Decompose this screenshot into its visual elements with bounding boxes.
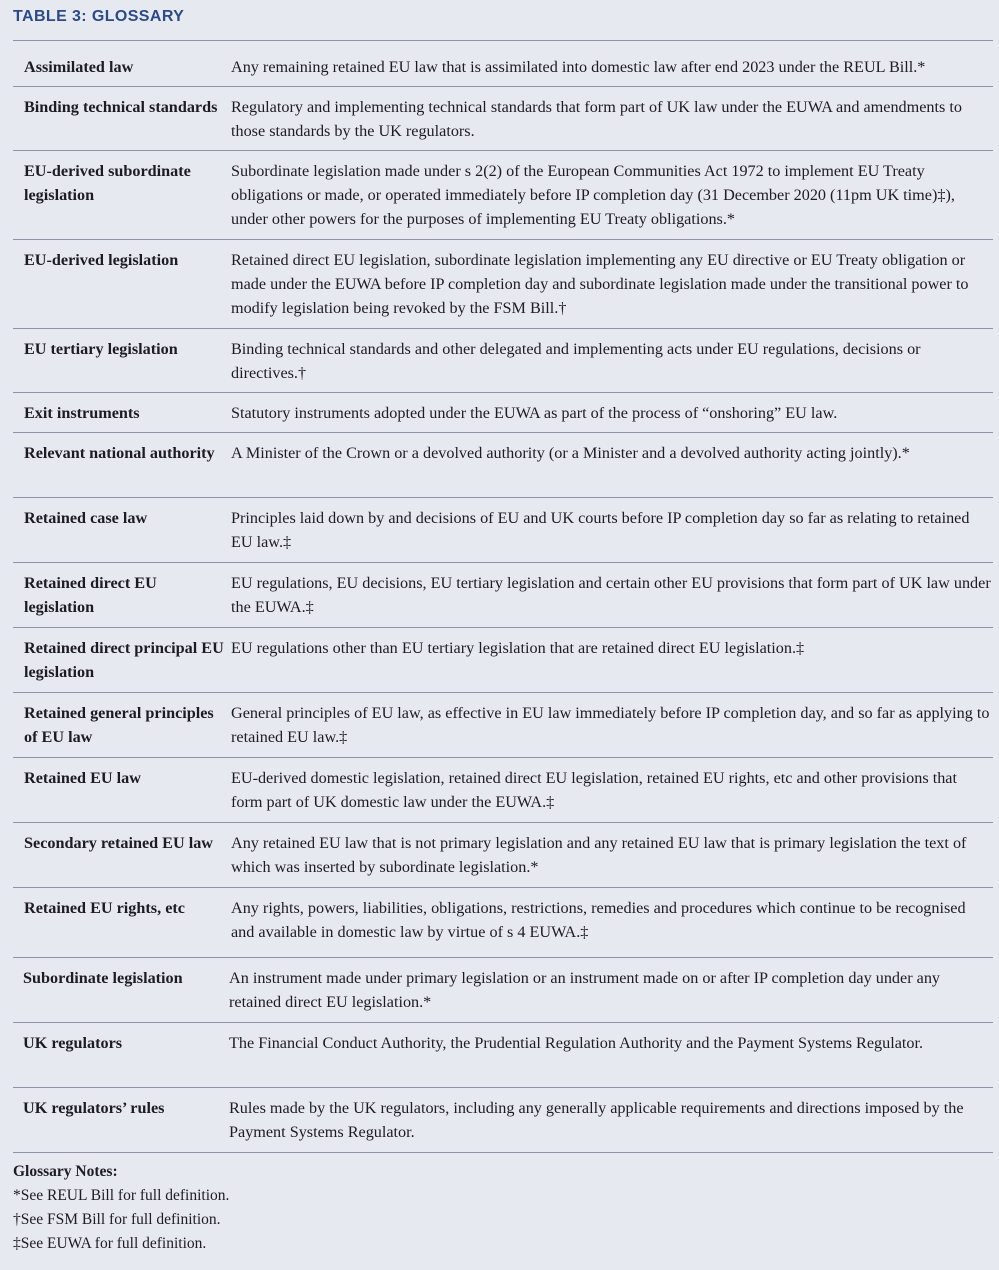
table-row xyxy=(13,1023,993,1088)
glossary-term: Retained general principles of EU law xyxy=(24,704,214,746)
glossary-term: Secondary retained EU law xyxy=(24,834,214,852)
table-row xyxy=(13,240,993,329)
glossary-definition: Regulatory and implementing technical standards that form part of UK law under the EUWA and amendments to those standards by the UK regulators. xyxy=(231,98,962,140)
table-row xyxy=(13,498,993,563)
title-divider xyxy=(13,40,993,41)
table-row xyxy=(13,888,993,949)
glossary-definition: Subordinate legislation made under s 2(2) of the European Communities Act 1972 to implement EU Treaty obligations or made, or operated immediately before IP completion day (31 December 2020 (11pm UK time)‡), under other powers for the purposes of implementing EU Treaty obligations.* xyxy=(231,162,955,228)
glossary-definition: An instrument made under primary legislation or an instrument made on or after IP completion day under any retained direct EU legislation.* xyxy=(229,969,941,1011)
table-row xyxy=(13,758,993,823)
glossary-term: Retained direct principal EU legislation xyxy=(24,639,224,681)
table-row xyxy=(13,87,993,151)
glossary-definition: EU regulations other than EU tertiary legislation that are retained direct EU legislation.‡ xyxy=(231,639,805,657)
glossary-notes xyxy=(13,1160,229,1256)
glossary-definition: A Minister of the Crown or a devolved authority (or a Minister and a devolved authority acting jointly).* xyxy=(231,444,910,462)
glossary-definition: General principles of EU law, as effective in EU law immediately before IP completion day, and so far as applying to retained EU law.‡ xyxy=(231,704,990,746)
table-row xyxy=(13,1088,993,1153)
glossary-term: Retained EU rights, etc xyxy=(24,899,185,917)
glossary-definition: Any remaining retained EU law that is assimilated into domestic law after end 2023 under the REUL Bill.* xyxy=(231,58,926,76)
table-row xyxy=(13,693,993,758)
glossary-term: UK regulators xyxy=(23,1034,123,1052)
glossary-term: UK regulators’ rules xyxy=(23,1099,165,1117)
glossary-definition: EU regulations, EU decisions, EU tertiary legislation and certain other EU provisions that form part of UK law under the EUWA.‡ xyxy=(231,574,991,616)
glossary-term: Binding technical standards xyxy=(24,98,218,116)
glossary-definition: EU-derived domestic legislation, retained direct EU legislation, retained EU rights, etc and other provisions that form part of UK domestic law under the EUWA.‡ xyxy=(231,769,957,811)
note-item: *See REUL Bill for full definition. xyxy=(13,1187,230,1204)
glossary-term: Relevant national authority xyxy=(24,444,215,462)
glossary-term: EU tertiary legislation xyxy=(24,340,178,358)
glossary-definition: Any rights, powers, liabilities, obligations, restrictions, remedies and procedures which continue to be recognised and available in domestic law by virtue of s 4 EUWA.‡ xyxy=(231,899,966,941)
note-item: †See FSM Bill for full definition. xyxy=(13,1211,221,1228)
glossary-definition: Binding technical standards and other delegated and implementing acts under EU regulations, decisions or directives.† xyxy=(231,340,921,382)
glossary-term: Retained case law xyxy=(24,509,148,527)
glossary-term: EU-derived legislation xyxy=(24,251,179,269)
table-row xyxy=(13,47,993,87)
glossary-term: Exit instruments xyxy=(24,404,140,422)
table-row xyxy=(13,823,993,888)
glossary-term: Assimilated law xyxy=(24,58,134,76)
section-divider xyxy=(13,949,993,958)
table-title: TABLE 3: GLOSSARY xyxy=(13,8,185,25)
table-row xyxy=(13,563,993,628)
glossary-term: Retained direct EU legislation xyxy=(24,574,157,616)
table-row xyxy=(13,958,993,1023)
table-row xyxy=(13,151,993,240)
note-item: ‡See EUWA for full definition. xyxy=(13,1235,207,1252)
table-row xyxy=(13,433,993,498)
table-row xyxy=(13,329,993,393)
glossary-definition: Principles laid down by and decisions of EU and UK courts before IP completion day so far as relating to retained EU law.‡ xyxy=(231,509,970,551)
glossary-term: Retained EU law xyxy=(24,769,141,787)
table-row xyxy=(13,393,993,433)
glossary-term: Subordinate legislation xyxy=(23,969,183,987)
glossary-definition: Rules made by the UK regulators, including any generally applicable requirements and directions imposed by the Payment Systems Regulator. xyxy=(229,1099,964,1141)
glossary-definition: Statutory instruments adopted under the EUWA as part of the process of “onshoring” EU law. xyxy=(231,404,838,422)
glossary-table xyxy=(13,47,993,1153)
table-row xyxy=(13,628,993,693)
glossary-definition: Retained direct EU legislation, subordinate legislation implementing any EU directive or EU Treaty obligation or made under the EUWA before IP completion day and subordinate legislation made under the transitional power to modify legislation being revoked by the FSM Bill.† xyxy=(231,251,969,317)
glossary-term: EU-derived subordinate legislation xyxy=(24,162,191,204)
glossary-definition: Any retained EU law that is not primary legislation and any retained EU law that is primary legislation the text of which was inserted by subordinate legislation.* xyxy=(231,834,967,876)
notes-heading: Glossary Notes: xyxy=(13,1163,118,1180)
glossary-definition: The Financial Conduct Authority, the Prudential Regulation Authority and the Payment Systems Regulator. xyxy=(229,1034,924,1052)
